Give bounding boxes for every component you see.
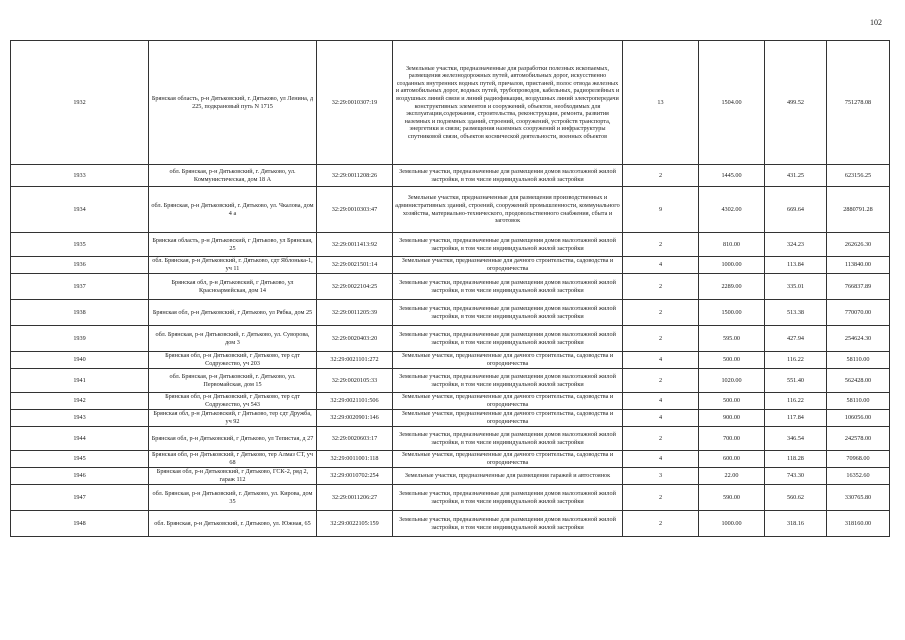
- permitted-use-cell: Земельные участки, предназначенные для дачного строительства, садоводства и огородничества: [393, 393, 623, 410]
- cadastral-value-cell: 262626.30: [827, 233, 890, 257]
- cadastral-rate-cell: 117.84: [765, 410, 827, 427]
- cadastral-number-cell: 32:29:0011413:92: [317, 233, 393, 257]
- cadastral-rate-cell: 427.94: [765, 326, 827, 352]
- use-group-cell: 13: [623, 41, 699, 165]
- address-cell: Брянская обл, р-н Дятьковский, г Дятьково, ул Красноармейская, дом 14: [149, 274, 317, 300]
- permitted-use-cell: Земельные участки, предназначенные для размещения гаражей и автостоянок: [393, 468, 623, 485]
- area-cell: 500.00: [699, 393, 765, 410]
- table-row: [11, 352, 890, 369]
- cadastral-value-cell: 70968.00: [827, 451, 890, 468]
- cadastral-number-cell: 32:29:0020901:146: [317, 410, 393, 427]
- permitted-use-cell: Земельные участки, предназначенные для размещения домов малоэтажной жилой застройки, в том числе индивидуальной жилой застройки: [393, 369, 623, 393]
- cadastral-number-cell: 32:29:0010702:254: [317, 468, 393, 485]
- row-number-cell: 1937: [11, 274, 149, 300]
- row-number-cell: 1947: [11, 485, 149, 511]
- row-number-cell: 1942: [11, 393, 149, 410]
- cadastral-value-cell: 330765.80: [827, 485, 890, 511]
- row-number-cell: 1940: [11, 352, 149, 369]
- use-group-cell: 4: [623, 393, 699, 410]
- area-cell: 1000.00: [699, 511, 765, 537]
- cadastral-number-cell: 32:29:0011206:27: [317, 485, 393, 511]
- use-group-cell: 4: [623, 257, 699, 274]
- area-cell: 1500.00: [699, 300, 765, 326]
- permitted-use-cell: Земельные участки, предназначенные для разработки полезных ископаемых, размещения железнодорожных путей, автомобильных дорог, искусственно созданных внутренних водных путей, причалов, пристаней, полос отвода железных и автомобильных дорог, водных путей, трубопроводов, кабельных, радиорелейных и воздушных линий связи и линий радиофикации, воздушных линий электропередачи конструктивных элементов и сооружений, объектов, необходимых для эксплуатации,содержания, строительства, реконструкции, ремонта, развития наземных и подземных зданий, строений, сооружений, устройств транспорта, энергетики и связи; размещения наземных сооружений и инфраструктуры спутниковой связи, объектов космической деятельности, военных объектов: [393, 41, 623, 165]
- cadastral-rate-cell: 499.52: [765, 41, 827, 165]
- address-cell: обл. Брянская, р-н Дятьковский, г. Дятьково, ул. Кирова, дом 35: [149, 485, 317, 511]
- table-row: [11, 257, 890, 274]
- use-group-cell: 2: [623, 485, 699, 511]
- cadastral-number-cell: 32:29:0010303:47: [317, 187, 393, 233]
- address-cell: обл. Брянская, р-н Дятьковский, г. Дятьково, ул. Суворова, дом 3: [149, 326, 317, 352]
- area-cell: 810.00: [699, 233, 765, 257]
- cadastral-value-cell: 2880791.28: [827, 187, 890, 233]
- use-group-cell: 2: [623, 369, 699, 393]
- cadastral-number-cell: 32:29:0011205:39: [317, 300, 393, 326]
- permitted-use-cell: Земельные участки, предназначенные для размещения домов малоэтажной жилой застройки, в том числе индивидуальной жилой застройки: [393, 326, 623, 352]
- area-cell: 2289.00: [699, 274, 765, 300]
- permitted-use-cell: Земельные участки, предназначенные для дачного строительства, садоводства и огородничества: [393, 257, 623, 274]
- cadastral-rate-cell: 324.23: [765, 233, 827, 257]
- table-row: [11, 511, 890, 537]
- table-row: [11, 427, 890, 451]
- cadastral-value-cell: 623156.25: [827, 165, 890, 187]
- table-row: [11, 369, 890, 393]
- cadastral-value-cell: 242578.00: [827, 427, 890, 451]
- cadastral-value-cell: 254624.30: [827, 326, 890, 352]
- permitted-use-cell: Земельные участки, предназначенные для дачного строительства, садоводства и огородничества: [393, 352, 623, 369]
- area-cell: 595.00: [699, 326, 765, 352]
- cadastral-number-cell: 32:29:0020603:17: [317, 427, 393, 451]
- cadastral-rate-cell: 669.64: [765, 187, 827, 233]
- address-cell: Брянская обл, р-н Дятьковский, г Дятьково, тер сдт Содружество, уч 543: [149, 393, 317, 410]
- cadastral-value-cell: 58110.00: [827, 393, 890, 410]
- permitted-use-cell: Земельные участки, предназначенные для размещения домов малоэтажной жилой застройки, в том числе индивидуальной жилой застройки: [393, 274, 623, 300]
- use-group-cell: 4: [623, 451, 699, 468]
- address-cell: обл. Брянская, р-н Дятьковский, г. Дятьково, ул. Чкалова, дом 4 а: [149, 187, 317, 233]
- table-row: [11, 187, 890, 233]
- table-row: [11, 410, 890, 427]
- area-cell: 1020.00: [699, 369, 765, 393]
- area-cell: 900.00: [699, 410, 765, 427]
- cadastral-rate-cell: 551.40: [765, 369, 827, 393]
- land-plots-table: [10, 40, 890, 537]
- table-row: [11, 233, 890, 257]
- row-number-cell: 1943: [11, 410, 149, 427]
- row-number-cell: 1941: [11, 369, 149, 393]
- cadastral-value-cell: 751278.08: [827, 41, 890, 165]
- cadastral-rate-cell: 116.22: [765, 352, 827, 369]
- area-cell: 22.00: [699, 468, 765, 485]
- area-cell: 500.00: [699, 352, 765, 369]
- table-row: [11, 326, 890, 352]
- area-cell: 590.00: [699, 485, 765, 511]
- area-cell: 1000.00: [699, 257, 765, 274]
- permitted-use-cell: Земельные участки, предназначенные для дачного строительства, садоводства и огородничества: [393, 451, 623, 468]
- area-cell: 700.00: [699, 427, 765, 451]
- permitted-use-cell: Земельные участки, предназначенные для размещения домов малоэтажной жилой застройки, в том числе индивидуальной жилой застройки: [393, 511, 623, 537]
- row-number-cell: 1945: [11, 451, 149, 468]
- permitted-use-cell: Земельные участки, предназначенные для дачного строительства, садоводства и огородничества: [393, 410, 623, 427]
- use-group-cell: 4: [623, 410, 699, 427]
- permitted-use-cell: Земельные участки, предназначенные для размещения домов малоэтажной жилой застройки, в том числе индивидуальной жилой застройки: [393, 427, 623, 451]
- cadastral-number-cell: 32:29:0021501:14: [317, 257, 393, 274]
- cadastral-number-cell: 32:29:0021101:506: [317, 393, 393, 410]
- cadastral-value-cell: 318160.00: [827, 511, 890, 537]
- table-row: [11, 300, 890, 326]
- cadastral-rate-cell: 335.01: [765, 274, 827, 300]
- row-number-cell: 1948: [11, 511, 149, 537]
- use-group-cell: 2: [623, 326, 699, 352]
- address-cell: обл. Брянская, р-н Дятьковский, г. Дятьково, сдт Яблонька-1, уч 11: [149, 257, 317, 274]
- table-body: [11, 41, 890, 537]
- table-row: [11, 468, 890, 485]
- row-number-cell: 1934: [11, 187, 149, 233]
- cadastral-number-cell: 32:29:0011001:118: [317, 451, 393, 468]
- address-cell: Брянская обл, р-н Дятьковский, г Дятьково, ул Тепистая, д 27: [149, 427, 317, 451]
- table-row: [11, 41, 890, 165]
- permitted-use-cell: Земельные участки, предназначенные для размещения домов малоэтажной жилой застройки, в том числе индивидуальной жилой застройки: [393, 300, 623, 326]
- cadastral-number-cell: 32:29:0011208:26: [317, 165, 393, 187]
- table-row: [11, 451, 890, 468]
- permitted-use-cell: Земельные участки, предназначенные для размещения домов малоэтажной жилой застройки, в том числе индивидуальной жилой застройки: [393, 165, 623, 187]
- use-group-cell: 2: [623, 233, 699, 257]
- cadastral-rate-cell: 346.54: [765, 427, 827, 451]
- cadastral-rate-cell: 318.16: [765, 511, 827, 537]
- cadastral-rate-cell: 116.22: [765, 393, 827, 410]
- area-cell: 1445.00: [699, 165, 765, 187]
- address-cell: Брянская обл, р-н Дятьковский, г Дятьково, ул Рябка, дом 25: [149, 300, 317, 326]
- row-number-cell: 1944: [11, 427, 149, 451]
- row-number-cell: 1939: [11, 326, 149, 352]
- address-cell: обл. Брянская, р-н Дятьковский, г. Дятьково, ул. Южная, 65: [149, 511, 317, 537]
- cadastral-value-cell: 766837.89: [827, 274, 890, 300]
- table-row: [11, 393, 890, 410]
- address-cell: Брянская обл, р-н Дятьковский, г Дятьково, тер сдт Дружба, уч 92: [149, 410, 317, 427]
- cadastral-rate-cell: 113.84: [765, 257, 827, 274]
- cadastral-value-cell: 770070.00: [827, 300, 890, 326]
- cadastral-rate-cell: 118.28: [765, 451, 827, 468]
- use-group-cell: 2: [623, 511, 699, 537]
- cadastral-number-cell: 32:29:0021101:272: [317, 352, 393, 369]
- area-cell: 1504.00: [699, 41, 765, 165]
- cadastral-value-cell: 106056.00: [827, 410, 890, 427]
- cadastral-rate-cell: 513.38: [765, 300, 827, 326]
- row-number-cell: 1932: [11, 41, 149, 165]
- cadastral-value-cell: 16352.60: [827, 468, 890, 485]
- permitted-use-cell: Земельные участки, предназначенные для размещения домов малоэтажной жилой застройки, в том числе индивидуальной жилой застройки: [393, 233, 623, 257]
- use-group-cell: 2: [623, 427, 699, 451]
- row-number-cell: 1933: [11, 165, 149, 187]
- cadastral-rate-cell: 560.62: [765, 485, 827, 511]
- row-number-cell: 1938: [11, 300, 149, 326]
- cadastral-rate-cell: 743.30: [765, 468, 827, 485]
- address-cell: обл. Брянская, р-н Дятьковский, г. Дятьково, ул. Коммунистическая, дом 18 А: [149, 165, 317, 187]
- address-cell: Брянская обл, р-н Дятьковский, г Дятьково, тер сдт Содружество, уч 203: [149, 352, 317, 369]
- use-group-cell: 4: [623, 352, 699, 369]
- cadastral-number-cell: 32:29:0022104:25: [317, 274, 393, 300]
- address-cell: Брянская обл, р-н Дятьковский, г Дятьково, тер Алмаз СТ, уч 68: [149, 451, 317, 468]
- table-row: [11, 165, 890, 187]
- row-number-cell: 1946: [11, 468, 149, 485]
- page-number: 102: [870, 18, 882, 27]
- cadastral-rate-cell: 431.25: [765, 165, 827, 187]
- cadastral-number-cell: 32:29:0020403:20: [317, 326, 393, 352]
- permitted-use-cell: Земельные участки, предназначенные для размещения домов малоэтажной жилой застройки, в том числе индивидуальной жилой застройки: [393, 485, 623, 511]
- permitted-use-cell: Земельные участки, предназначенные для размещения производственных и административных зданий, строений, сооружений промышленности, коммунального хозяйства, материально-технического, продовольственного снабжения, сбыта и заготовок: [393, 187, 623, 233]
- use-group-cell: 2: [623, 274, 699, 300]
- area-cell: 4302.00: [699, 187, 765, 233]
- address-cell: обл. Брянская, р-н Дятьковский, г. Дятьково, ул. Первомайская, дом 15: [149, 369, 317, 393]
- row-number-cell: 1936: [11, 257, 149, 274]
- use-group-cell: 2: [623, 300, 699, 326]
- table-row: [11, 485, 890, 511]
- cadastral-value-cell: 58110.00: [827, 352, 890, 369]
- address-cell: Брянская область, р-н Дятьковский, г. Дятьково, ул Ленина, д 225, подкрановый путь N 1715: [149, 41, 317, 165]
- cadastral-value-cell: 113840.00: [827, 257, 890, 274]
- cadastral-value-cell: 562428.00: [827, 369, 890, 393]
- cadastral-number-cell: 32:29:0010307:19: [317, 41, 393, 165]
- area-cell: 600.00: [699, 451, 765, 468]
- cadastral-number-cell: 32:29:0020105:33: [317, 369, 393, 393]
- use-group-cell: 9: [623, 187, 699, 233]
- address-cell: Брянская обл, р-н Дятьковский, г Дятьково, ГСК-2, ряд 2, гараж 112: [149, 468, 317, 485]
- address-cell: Брянская область, р-н Дятьковский, г Дятьково, ул Брянская, 25: [149, 233, 317, 257]
- table-row: [11, 274, 890, 300]
- row-number-cell: 1935: [11, 233, 149, 257]
- use-group-cell: 2: [623, 165, 699, 187]
- cadastral-number-cell: 32:29:0022105:159: [317, 511, 393, 537]
- use-group-cell: 3: [623, 468, 699, 485]
